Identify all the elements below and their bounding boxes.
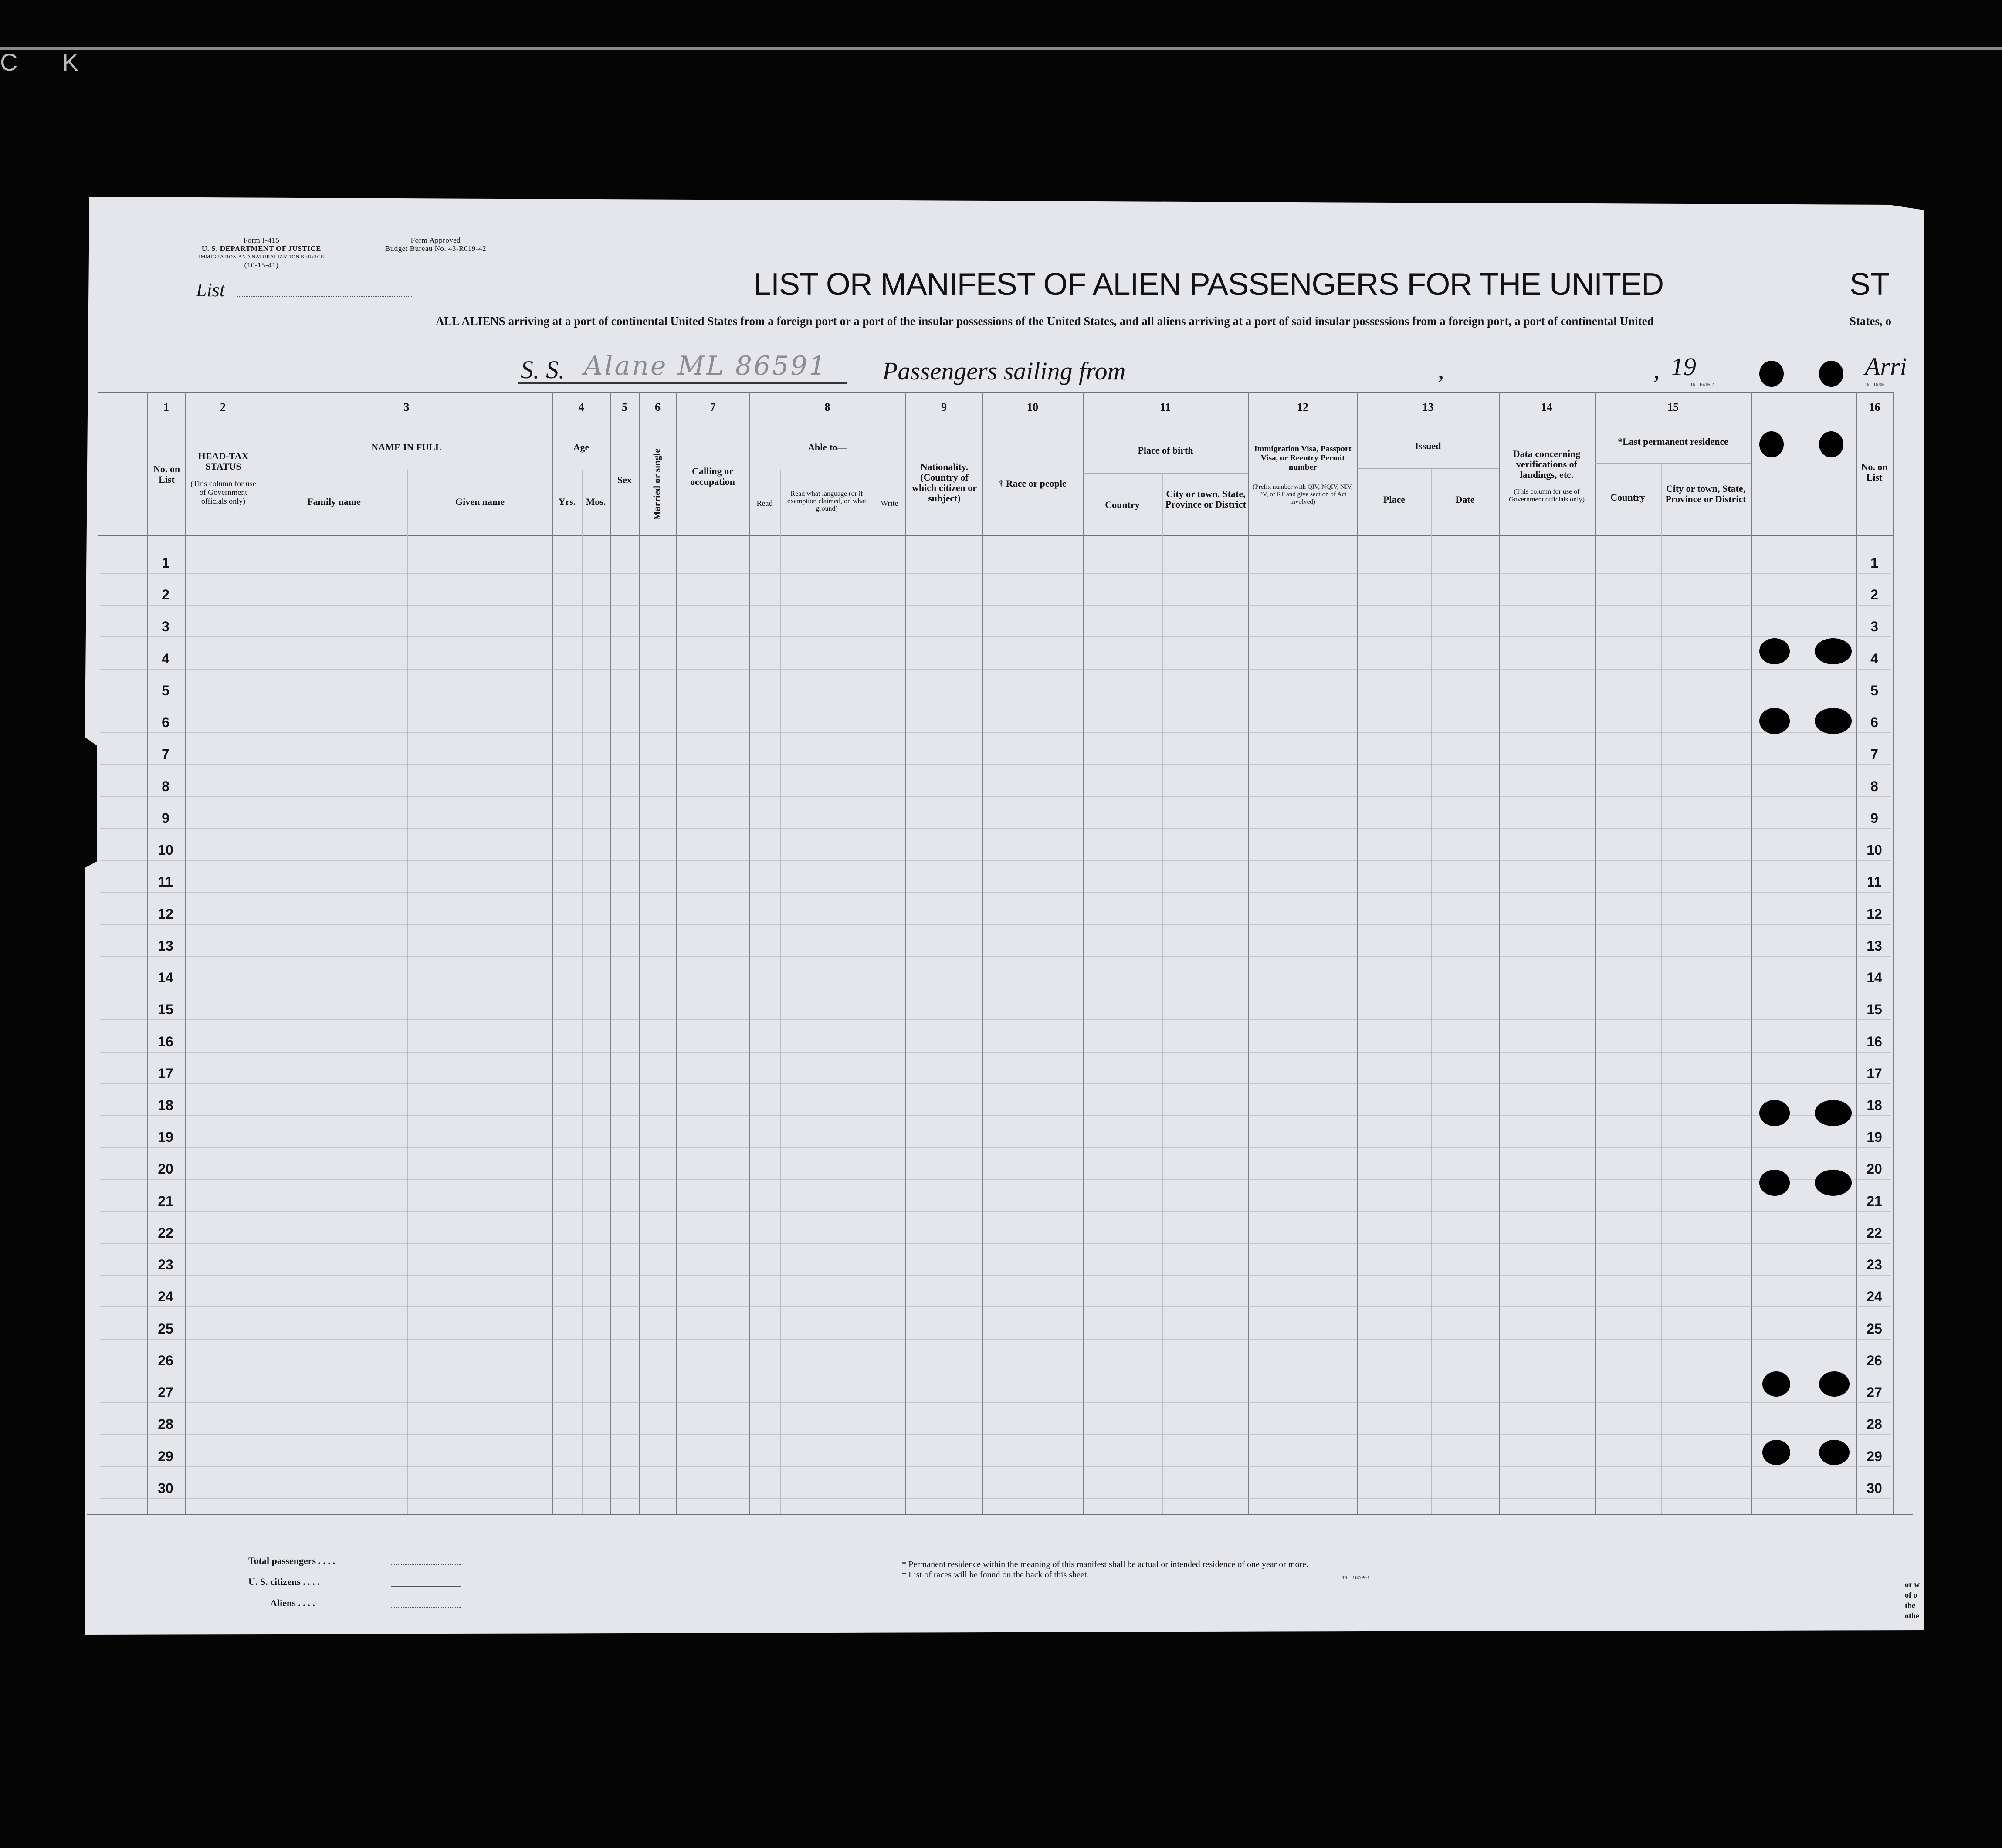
row-number-right: 19 [1867, 1129, 1882, 1145]
column-divider [407, 470, 408, 1514]
column-divider [582, 470, 583, 1514]
row-rule [100, 924, 1891, 925]
header-write: Write [881, 499, 898, 508]
row-rule [100, 796, 1891, 797]
row-number-left: 12 [158, 906, 173, 922]
list-number-line [237, 296, 412, 297]
row-number-left: 15 [158, 1002, 173, 1017]
column-divider [1162, 473, 1163, 1514]
header-verifications: Data concerning verifications of landings, etc. [1513, 448, 1581, 480]
row-number-right: 18 [1867, 1097, 1882, 1113]
row-number-right: 15 [1867, 1002, 1882, 1017]
row-number-right: 1 [1870, 555, 1878, 571]
column-divider [676, 392, 677, 1514]
row-rule [100, 956, 1891, 957]
row-number-right: 26 [1867, 1353, 1882, 1368]
column-divider [1431, 468, 1432, 1514]
punch-hole [1819, 361, 1843, 387]
total-line [391, 1564, 461, 1565]
header-married-or-single: Married or single [651, 448, 662, 521]
print-code: 16—16706 [1865, 382, 1884, 387]
row-number-right: 25 [1867, 1321, 1882, 1337]
header-head-tax: HEAD-TAX STATUS [198, 450, 249, 472]
comma: , [1653, 355, 1660, 384]
row-number-right: 5 [1870, 683, 1878, 698]
row-number-left: 28 [158, 1416, 173, 1432]
footer-code: 16—16709-1 [1342, 1574, 1370, 1581]
row-number-left: 23 [158, 1257, 173, 1273]
row-number-left: 4 [162, 651, 169, 667]
column-divider [905, 392, 906, 1514]
list-label: List [196, 279, 225, 301]
column-number: 8 [824, 401, 830, 413]
budget-bureau: Budget Bureau No. 43-R019-42 [385, 244, 487, 253]
header-issued-date: Date [1455, 494, 1475, 505]
arriving-continued: Arri [1865, 352, 1907, 381]
row-number-right: 22 [1867, 1225, 1882, 1241]
punch-hole [1815, 708, 1852, 734]
table-bottom-border [87, 1514, 1913, 1515]
fragment: the [1905, 1601, 1915, 1610]
table-top-border [98, 392, 1893, 393]
row-number-left: 13 [158, 938, 173, 954]
row-number-left: 25 [158, 1321, 173, 1337]
column-number: 7 [710, 401, 716, 413]
header-read: Read [756, 499, 773, 508]
column-number: 6 [655, 401, 661, 413]
column-divider [639, 392, 640, 1514]
row-number-right: 28 [1867, 1416, 1882, 1432]
column-divider [1248, 392, 1249, 1514]
row-rule [100, 1243, 1891, 1244]
header-sex: Sex [617, 474, 632, 485]
header-nationality: Nationality. (Country of which citizen or subject) [911, 461, 977, 504]
ss-label: S. S. [521, 355, 565, 384]
subheader-line [1357, 468, 1499, 469]
header-name-in-full: NAME IN FULL [371, 442, 442, 453]
column-divider [185, 392, 186, 1514]
row-rule [100, 1466, 1891, 1467]
row-number-left: 10 [158, 842, 173, 858]
header-years: Yrs. [558, 496, 576, 507]
row-rule [100, 1052, 1891, 1053]
row-number-left: 26 [158, 1353, 173, 1368]
punch-hole [1759, 708, 1790, 734]
column-divider [780, 470, 781, 1514]
row-number-right: 2 [1870, 587, 1878, 602]
row-rule [100, 669, 1891, 670]
row-number-left: 22 [158, 1225, 173, 1241]
row-rule [100, 1019, 1891, 1020]
column-number: 1 [163, 401, 169, 413]
row-number-left: 19 [158, 1129, 173, 1145]
comma: , [1438, 355, 1444, 384]
column-number: 11 [1160, 401, 1171, 413]
row-number-left: 18 [158, 1097, 173, 1113]
footer-aliens-label [270, 1598, 315, 1609]
header-birth-city: City or town, State, Province or District [1165, 488, 1246, 510]
approval-block [366, 236, 505, 253]
punch-hole [1815, 638, 1852, 664]
footer-citizens-label [248, 1576, 320, 1587]
row-number-right: 10 [1867, 842, 1882, 858]
header-bottom-border [98, 535, 1893, 536]
film-marks [0, 48, 78, 76]
row-number-left: 11 [158, 874, 173, 890]
row-rule [100, 1147, 1891, 1148]
year-prefix: 19 [1671, 352, 1696, 381]
column-divider [1893, 392, 1894, 1514]
column-divider [1595, 392, 1596, 1514]
punch-hole [1759, 1100, 1790, 1126]
column-number: 4 [578, 401, 584, 413]
header-read-language: Read what language (or if exemption claimed, on what ground) [787, 490, 867, 512]
row-number-left: 2 [162, 587, 169, 602]
row-number-left: 3 [162, 619, 169, 634]
page-title: LIST OR MANIFEST OF ALIEN PASSENGERS FOR THE UNITED [754, 267, 1664, 302]
vessel-line [518, 382, 847, 384]
header-months: Mos. [586, 496, 606, 507]
header-calling-occupation: Calling or occupation [690, 466, 735, 487]
row-number-right: 21 [1867, 1193, 1882, 1209]
row-rule [100, 1498, 1891, 1499]
row-number-left: 29 [158, 1449, 173, 1464]
header-race-or-people: † Race or people [999, 478, 1067, 489]
column-divider [1357, 392, 1358, 1514]
right-edge-fragments [1905, 1579, 1920, 1621]
punch-hole [1815, 1170, 1852, 1196]
column-divider [552, 392, 553, 1514]
row-rule [100, 1115, 1891, 1116]
row-number-left: 7 [162, 746, 169, 762]
row-number-left: 27 [158, 1384, 173, 1400]
print-code: 16—16705-2 [1690, 382, 1714, 387]
row-rule [100, 892, 1891, 893]
subheader-line [1595, 463, 1751, 464]
header-residence-country: Country [1610, 492, 1645, 503]
punch-hole [1759, 431, 1784, 457]
fragment: othe [1905, 1611, 1919, 1620]
row-number-right: 6 [1870, 714, 1878, 730]
vessel-name-handwritten: Alane ML 86591 [584, 351, 827, 381]
row-number-right: 29 [1867, 1449, 1882, 1464]
row-number-left: 16 [158, 1034, 173, 1049]
punch-hole [1819, 431, 1843, 457]
header-family-name: Family name [307, 496, 361, 507]
row-number-right: 30 [1867, 1480, 1882, 1496]
column-number: 10 [1027, 401, 1038, 413]
row-rule [100, 636, 1891, 637]
row-rule [100, 605, 1891, 606]
header-given-name: Given name [455, 496, 505, 507]
footnote-races: † List of races will be found on the back of this sheet. [902, 1570, 1089, 1580]
row-number-right: 8 [1870, 778, 1878, 794]
leader-dots: . . . . [318, 1555, 335, 1566]
row-number-right: 12 [1867, 906, 1882, 922]
punch-hole [1762, 1371, 1790, 1397]
leader-dots: . . . . [303, 1576, 320, 1587]
column-number: 3 [403, 401, 410, 413]
column-number: 14 [1541, 401, 1552, 413]
header-last-residence: *Last permanent residence [1618, 436, 1728, 447]
row-rule [100, 1211, 1891, 1212]
total-passengers-label: Total passengers [248, 1555, 316, 1566]
row-number-right: 7 [1870, 746, 1878, 762]
subtitle: ALL ALIENS arriving at a port of continental United States from a foreign port or a port of the insular possessions of the United States, and all aliens arriving at a port of said insular possessions from a foreign port, a port of continental United [436, 315, 1654, 328]
row-rule [100, 1275, 1891, 1276]
header-head-tax-note: (This column for use of Government officials only) [190, 479, 256, 505]
row-number-right: 9 [1870, 810, 1878, 826]
row-number-right: 11 [1867, 874, 1882, 890]
fragment: of o [1905, 1591, 1917, 1599]
subheader-line [1083, 473, 1248, 474]
row-number-right: 3 [1870, 619, 1878, 634]
form-approved: Form Approved [410, 236, 461, 244]
row-number-left: 8 [162, 778, 169, 794]
punch-hole [1759, 1170, 1790, 1196]
header-no-on-list-right: No. on List [1861, 461, 1888, 483]
aliens-line [391, 1607, 461, 1608]
column-divider [610, 392, 611, 1514]
header-birth-country: Country [1105, 499, 1140, 510]
header-place-of-birth: Place of birth [1138, 445, 1193, 456]
leader-dots: . . . . [298, 1598, 315, 1608]
column-number: 12 [1297, 401, 1308, 413]
column-number: 15 [1667, 401, 1679, 413]
row-number-right: 16 [1867, 1034, 1882, 1049]
row-number-right: 4 [1870, 651, 1878, 667]
header-no-on-list: No. on List [153, 464, 180, 485]
row-rule [100, 828, 1891, 829]
aliens-label: Aliens [270, 1598, 296, 1608]
row-rule [100, 1306, 1891, 1307]
punch-hole [1819, 1440, 1850, 1465]
row-rule [100, 1434, 1891, 1435]
header-age: Age [573, 442, 589, 453]
row-number-left: 9 [162, 810, 169, 826]
citizens-line [391, 1586, 461, 1587]
row-number-left: 24 [158, 1289, 173, 1304]
row-number-right: 24 [1867, 1289, 1882, 1304]
row-rule [100, 860, 1891, 861]
column-number: 9 [941, 401, 947, 413]
punch-hole [1762, 1440, 1790, 1465]
column-number: 2 [220, 401, 226, 413]
row-rule [100, 732, 1891, 733]
punch-hole [1819, 1371, 1850, 1397]
row-number-left: 1 [162, 555, 169, 571]
row-number-right: 20 [1867, 1161, 1882, 1177]
row-number-left: 5 [162, 683, 169, 698]
row-number-left: 14 [158, 970, 173, 985]
department: U. S. DEPARTMENT OF JUSTICE [201, 244, 322, 253]
fragment: or w [1905, 1580, 1920, 1589]
footer-total-label [248, 1555, 335, 1567]
header-able-to: Able to— [808, 442, 847, 453]
row-rule [100, 764, 1891, 765]
row-number-right: 14 [1867, 970, 1882, 985]
row-number-left: 30 [158, 1480, 173, 1496]
row-number-left: 21 [158, 1193, 173, 1209]
row-rule [100, 1179, 1891, 1180]
header-visa-number: Immigration Visa, Passport Visa, or Reentry Permit number [1254, 444, 1352, 472]
column-divider [1499, 392, 1500, 1514]
row-number-right: 23 [1867, 1257, 1882, 1273]
punch-hole [1759, 361, 1784, 387]
film-edge-line [0, 47, 2002, 50]
form-info-block [192, 236, 331, 269]
row-rule [100, 1402, 1891, 1403]
header-verifications-note: (This column for use of Government officials only) [1509, 488, 1585, 503]
column-divider [1751, 392, 1752, 1514]
column-divider [982, 392, 983, 1514]
us-citizens-label: U. S. citizens [248, 1576, 301, 1587]
punch-hole [1815, 1100, 1852, 1126]
punch-hole [1759, 638, 1790, 664]
row-rule [100, 573, 1891, 574]
film-mark: K [62, 48, 78, 76]
row-number-right: 13 [1867, 938, 1882, 954]
row-number-left: 6 [162, 714, 169, 730]
row-number-right: 27 [1867, 1384, 1882, 1400]
footnote-residence: * Permanent residence within the meaning of this manifest shall be actual or intended residence of one year or more. [902, 1560, 1309, 1569]
column-number: 5 [622, 401, 627, 413]
row-rule [100, 1339, 1891, 1340]
sailing-from-label: Passengers sailing from [882, 357, 1126, 385]
row-number-left: 20 [158, 1161, 173, 1177]
page-title-continued: ST [1850, 267, 1890, 302]
column-divider [749, 392, 750, 1514]
column-divider [1083, 392, 1084, 1514]
header-issued-place: Place [1383, 494, 1406, 505]
header-residence-city: City or town, State, Province or District [1665, 483, 1746, 504]
form-number: Form I-415 [243, 236, 280, 244]
service: IMMIGRATION AND NATURALIZATION SERVICE [199, 254, 324, 260]
row-rule [100, 1083, 1891, 1084]
column-number: 13 [1422, 401, 1434, 413]
film-mark: C [0, 48, 18, 76]
header-issued: Issued [1415, 440, 1441, 451]
row-number-left: 17 [158, 1066, 173, 1081]
column-number: 16 [1869, 401, 1880, 413]
header-visa-note: (Prefix number with QIV, NQIV, NIV, PV, or RP and give section of Act involved) [1253, 484, 1353, 505]
form-date: (10-15-41) [244, 261, 279, 269]
row-number-right: 17 [1867, 1066, 1882, 1081]
subtitle-continued: States, o [1850, 315, 1891, 328]
